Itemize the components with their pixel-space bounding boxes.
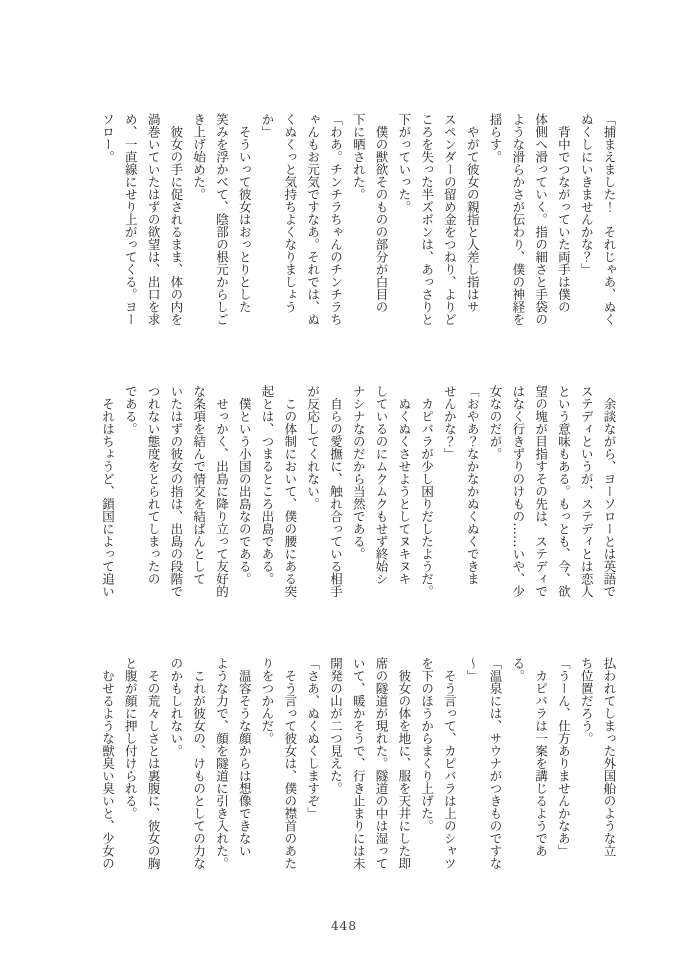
text-line: はなく行きずりのけもの……いや、少	[510, 385, 526, 598]
text-line: か」	[260, 113, 276, 138]
text-line: つれない態度をとられてしまったの	[146, 385, 162, 585]
text-line: そう言って彼女は、僕の襟首のあた	[282, 657, 298, 870]
text-line: ぬくしにいきませんかな？」	[579, 113, 595, 276]
text-line: 下がっていった。	[396, 113, 412, 213]
text-line: これが彼女の、けものとしての力な	[191, 657, 207, 870]
text-line: 望の塊が目指すその先は、ステディで	[533, 385, 549, 598]
text-line: 彼女の手に促されるまま、体の内を	[168, 113, 184, 326]
text-line: 笑みを浮かべて、陰部の根元からしご	[214, 113, 230, 326]
text-line: 席の隧道が現れた。隧道の中は湿って	[374, 657, 390, 870]
text-block-top	[96, 113, 620, 339]
text-line: それはちょうど、鎖国によって追い	[100, 385, 116, 598]
text-line: むせるような獣臭い臭いと、少女の	[100, 657, 116, 870]
page-number: 448	[331, 919, 357, 933]
text-line: 「おやあ？なかなかぬくぬくできま	[465, 385, 481, 585]
text-line: ち位置だろう。	[579, 657, 595, 745]
text-line: 渦巻いていたはずの欲望は、出口を求	[146, 113, 162, 326]
text-line: を下のほうからまくり上げた。	[419, 657, 435, 832]
text-line: そういって彼女はおっとりとした	[237, 113, 253, 313]
text-line: き上げ始めた。	[191, 113, 207, 201]
text-line: カピバラが少し困りだしたようだ。	[419, 385, 435, 598]
text-line: が反応してくれない。	[305, 385, 321, 510]
text-line: その荒々しさとは裏腹に、彼女の胸	[146, 657, 162, 870]
text-line: くぬくっと気持ちよくなりましょう	[282, 113, 298, 313]
text-line: ぬくぬくさせようとしてヌキヌキ	[396, 385, 412, 585]
text-line: 「うーん、仕方ありませんかなあ」	[556, 657, 572, 857]
text-line: 僕という小国の出島なのである。	[237, 385, 253, 585]
text-line: 揺らす。	[488, 113, 504, 163]
text-line: カピバラは一案を講じるようであ	[533, 657, 549, 857]
text-line: ような力で、顔を隧道に引き入れた。	[214, 657, 230, 870]
text-line: という意味もある。もっとも、今、欲	[556, 385, 572, 598]
text-line: この体制において、僕の腰にある突	[282, 385, 298, 598]
text-line: ころを失った半ズボンは、あっさりと	[419, 113, 435, 326]
text-line: 開発の山が二つ見えた。	[328, 657, 344, 795]
text-line: 「温泉には、サウナがつきものですな	[488, 657, 504, 870]
text-line: せっかく、出島に降り立って友好的	[214, 385, 230, 598]
text-line: 余談ながら、ヨーソローとは英語で	[602, 385, 617, 598]
text-line: 女なのだが。	[488, 385, 504, 460]
text-line: 自らの愛撫に、触れ合っている相手	[328, 385, 344, 598]
text-line: 下に晒された。	[351, 113, 367, 201]
text-line: そう言って、カピバラは上のシャツ	[442, 657, 458, 870]
text-line: いて、暖かそうで、行き止まりには未	[351, 657, 367, 870]
text-line: のかもしれない。	[168, 657, 184, 757]
text-line: やがて彼女の親指と人差し指はサ	[465, 113, 481, 313]
text-line: る。	[510, 657, 526, 682]
text-line: ステディというが、ステディとは恋人	[579, 385, 595, 598]
text-line: 温容そうな顔からは想像できない	[237, 657, 253, 857]
text-line: 払われてしまった外国船のような立	[602, 657, 617, 857]
text-line: ゃんもお元気ですなあ。それでは、ぬ	[305, 113, 321, 326]
text-line: 彼女の体を地に、服を天井にした即	[396, 657, 412, 870]
text-block-middle	[96, 385, 620, 611]
text-line: 起とは、つまるところ出島である。	[260, 385, 276, 585]
text-line: ソロー。	[100, 113, 116, 163]
text-line: 体側へ滑っていく。指の細さと手袋の	[533, 113, 549, 326]
text-line: いたはずの彼女の指は、出島の段階で	[168, 385, 184, 598]
text-line: スペンダーの留め金をつねり、よりど	[442, 113, 458, 326]
text-line: め、一直線にせり上がってくる。ヨー	[123, 113, 139, 326]
text-line: ような滑らかさが伝わり、僕の神経を	[510, 113, 526, 326]
text-line: せんかな？」	[442, 385, 458, 460]
text-line: りをつかんだ。	[260, 657, 276, 745]
text-line: ～」	[465, 657, 481, 682]
text-line: 背中でつながっていた両手は僕の	[556, 113, 572, 313]
text-line: 「わあ。チンチラちゃんのチンチラち	[328, 113, 344, 326]
text-line: と腹が顔に押し付けられる。	[123, 657, 139, 820]
text-block-bottom	[96, 657, 620, 883]
text-line: な条項を結んで情交を結ばんとして	[191, 385, 207, 585]
text-line: 「さあ、ぬくぬくしますぞ」	[305, 657, 321, 820]
text-line: である。	[123, 385, 139, 435]
text-line: しているのにムクムクもせず終始シ	[374, 385, 390, 585]
text-line: 僕の獣欲そのものの部分が白目の	[374, 113, 390, 313]
text-line: ナシナなのだから当然である。	[351, 385, 367, 560]
text-line: 「捕まえました！ それじゃあ、ぬく	[602, 113, 617, 326]
